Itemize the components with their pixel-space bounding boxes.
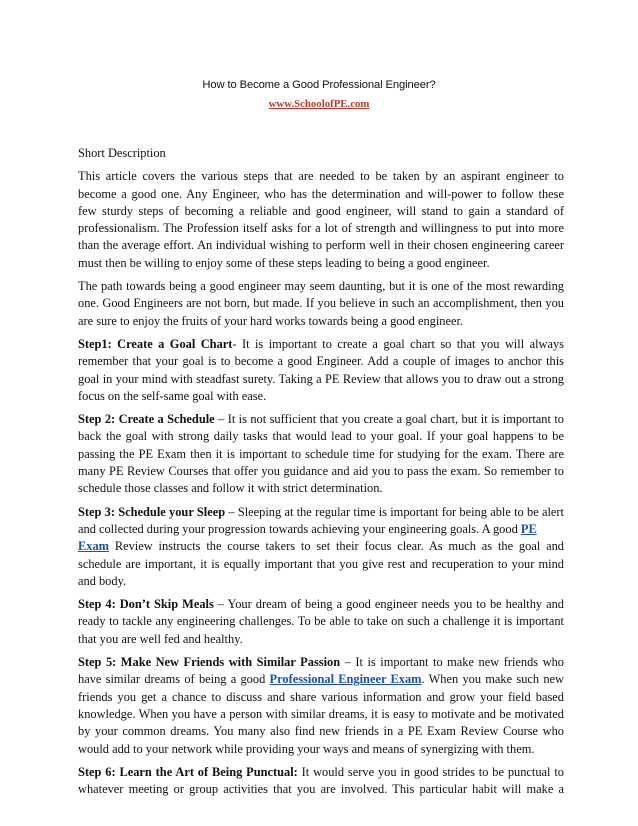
step-heading: Step 5: Make New Friends with Similar Passion: [78, 655, 341, 670]
text-line: [78, 764, 564, 781]
text-run: – It is not sufficient that you create a goal chart, but it is important to: [214, 412, 564, 427]
text-line: whatever meeting or group activities that you are involved. This particular habit will make a: [78, 782, 564, 797]
text-line: focus on the self-same goal with ease.: [78, 388, 267, 403]
text-run: Review instructs the course takers to set their focus clear. As much as the goal and: [108, 539, 564, 554]
step-heading: Step 2: Create a Schedule: [78, 412, 215, 427]
paragraph-step-2: [78, 411, 564, 497]
text-line: are sure to enjoy the fruits of your hard works towards being a good engineer.: [78, 313, 464, 328]
paragraph-step-5: [78, 654, 564, 758]
text-line: few sturdy steps of becoming a reliable and good engineer, will stand to gain a standard of: [78, 203, 564, 218]
text-line: and body.: [78, 573, 127, 588]
text-line: become a good one. Any Engineer, who has the determination and will-power to follow these: [78, 186, 564, 201]
text-line: back the goal with strong daily tasks that would lead to your goal. If your goal happens to be: [78, 429, 564, 444]
paragraph-intro: [78, 168, 564, 272]
step-heading: Step 3: Schedule your Sleep: [78, 504, 226, 519]
document-title: How to Become a Good Professional Engineer?: [202, 79, 436, 91]
text-line: This article covers the various steps that are needed to be taken by an aspirant engineer to: [78, 169, 564, 184]
step-heading: Step 6: Learn the Art of Being Punctual:: [78, 764, 298, 779]
text-run: – Sleeping at the regular time is important for being able to be alert: [225, 504, 564, 519]
text-line: schedule are important, it is equally important that you give rest and recuperation to your mind: [78, 556, 564, 571]
text-line: [78, 596, 564, 613]
website-link[interactable]: www.SchoolofPE.com: [268, 98, 370, 110]
text-run: have similar dreams of being a good: [78, 672, 270, 687]
text-line: passing the PE Exam then it is important to schedule time for studying for the exam. There are: [78, 446, 564, 461]
text-line: must then be willing to enjoy some of these steps leading to being a good engineer.: [78, 255, 490, 270]
text-run: – It is important to make new friends who: [340, 655, 564, 670]
text-run: . When you make such new: [421, 672, 564, 687]
text-line: many PE Review Courses that offer you guidance and aid you to pass the exam. So remember to: [78, 464, 564, 479]
text-run: and collected during your progression towards achieving your engineering goals. A good: [78, 521, 521, 536]
section-heading: Short Description: [78, 146, 166, 160]
text-line: [78, 654, 564, 671]
text-line: [78, 336, 564, 353]
paragraph-step-1: [78, 336, 564, 405]
text-line: that you are well fed and healthy.: [78, 631, 243, 646]
text-line: [78, 504, 564, 521]
text-run: It would serve you in good strides to be punctual to: [297, 764, 564, 779]
website-line: [0, 96, 638, 113]
paragraph-step-4: [78, 596, 564, 648]
document-body: [78, 145, 564, 804]
text-line: professionalism. The Profession itself asks for a lot of strength and willingness to put into more: [78, 221, 564, 236]
paragraph-step-6: [78, 764, 564, 799]
text-line: [78, 671, 564, 688]
step-heading: Step1: Create a Goal Chart: [78, 336, 233, 351]
text-line: goal in your mind with steadfast surety. Taking a PE Review that allows you to draw out a strong: [78, 371, 564, 386]
pe-exam-link-continued[interactable]: Exam: [78, 539, 109, 554]
text-line: [78, 538, 564, 555]
professional-engineer-exam-link[interactable]: Professional Engineer Exam: [269, 672, 422, 687]
text-line: by your common dreams. You many also find new friends in a PE Exam Review Course who: [78, 724, 564, 739]
text-line: knowledge. When you have a person with similar dreams, it is easy to motivate and be motivated: [78, 706, 564, 721]
text-line: than the average effort. An individual wishing to perform well in their chosen engineering career: [78, 238, 564, 253]
text-line: [78, 411, 564, 428]
text-line: friends you get a chance to discuss and share various information and grow your field based: [78, 689, 564, 704]
pe-exam-link[interactable]: PE: [520, 521, 537, 536]
text-line: The path towards being a good engineer may seem daunting, but it is one of the most rewarding: [78, 279, 564, 294]
step-heading: Step 4: Don’t Skip Meals: [78, 597, 214, 612]
paragraph-path: [78, 278, 564, 330]
text-run: – Your dream of being a good engineer needs you to be healthy and: [213, 597, 564, 612]
text-run: - It is important to create a goal chart so that you will always: [232, 336, 564, 351]
paragraph-step-3: [78, 504, 564, 590]
text-line: [78, 521, 564, 538]
text-line: remember that your goal is to become a good Engineer. Add a couple of images to anchor this: [78, 354, 564, 369]
text-line: one. Good Engineers are not born, but made. If you believe in such an accomplishment, then you: [78, 296, 564, 311]
text-line: ready to tackle any engineering challenges. To be able to take on such a challenge it is important: [78, 614, 564, 629]
text-line: schedule those classes and follow it with strict determination.: [78, 481, 383, 496]
text-line: would add to your network while providing your ways and means of synergizing with them.: [78, 741, 535, 756]
